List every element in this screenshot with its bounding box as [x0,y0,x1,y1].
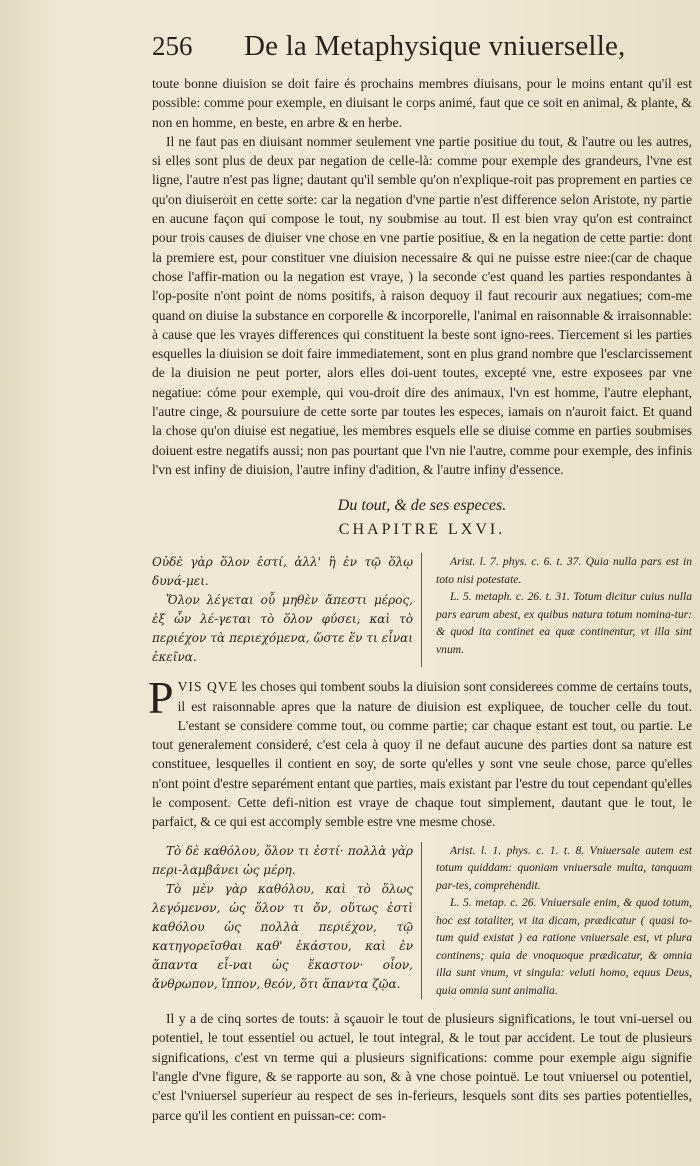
paragraph-negation-division: Il ne faut pas en diuisant nommer seulement vne partie positiue du tout, & l'autre ou les autres, si elles sont plus de deux par negation de celle-là: comme pour exemple des grandeurs, l'vne est ligne, l'autre n'est pas ligne; dautant qu'il semble qu'on n'explique-roit pas proprement en parties ce qu'on diuiseroit en cette sorte: car la negation d'vne partie n'est difference selon Aristote, ny partie en aucune façon qui compose le tout, ny soubmise au tout. Il est bien vray qu'on est contrainct pour trois causes de diuiser vne chose en vne partie positiue, & en la negation de cette partie: dont la premiere est, pour constituer vne diuision necessaire & qui ne puisse estre niee:(car de chaque chose l'affir-mation ou la negation est vraye, ) la seconde c'est quand les parties respondantes à l'op-posite n'ont point de noms positifs, à raison dequoy il faut recourir aux negatiues; com-me quand on diuise la substance en corporelle & incorporelle, l'animal en raisonnable & irraisonnable: à cause que les vrayes differences qui constituent la beste sont igno-rees. Tiercement si les parties esquelles la diuision se doit faire immediatement, sont en plus grand nombre que l'esclarcissement de la diuision ne peut porter, alors elles doi-uent toutes, excepté vne, estre exposees par vne negatiue: cóme pour exemple, qui vou-droit dire des animaux, l'vn est homme, l'autre elephant, l'autre cinge, & poursuiure de cette sorte par toutes les especes, iamais on n'auroit faict. Et quand la chose qu'on diuise est negatiue, les membres esquels elle se diuise comme en parties soubmises doiuent estre negatifs aussi; non pas pourtant que l'vn nie l'autre, comme pour exemple, des infinis l'vn est infiny de diuision, l'autre infiny d'adition, & l'autre infiny d'essence. [152,133,692,477]
citation-block-1 [152,553,692,667]
paragraph-definition-of-whole [148,672,692,831]
citation-block-2 [152,842,692,1000]
lead-words: VIS QVE [177,679,238,695]
paragraph-body: les choses qui tombent soubs la diuision sont considerees comme de certains touts, il est raisonnable apres que la nature de diuision est expliquee, de toucher celle du tout. L'estant se considere comme tout, ou comme partie; car chaque estant est tout, ou partie. Le tout generalement consideré, c'est cela à quoy il ne defaut aucune des parties dont sa nature est constituee, lesquelles il contient en soy, de sorte qu'elles y sont vne seule chose, parce qu'elles n'ont point d'estre separément entant que parties, mais existant par l'estre du tout cependant qu'elles le composent. Cette defi-nition est vraye de chaque tout simplement, dautant que le tout, le parfaict, & ce qui est accomply semble estre vne mesme chose. [152,679,692,830]
page-number: 256 [152,31,193,61]
page-header [152,30,692,74]
latin-quote: Arist. l. 1. phys. c. 1. t. 8. Vniuersale autem est totum quiddam: quoniam vniuersale multa, tanquam par-tes, comprehendit. [436,843,692,892]
drop-cap-initial: P [148,672,174,724]
greek-quote: Τὸ μὲν γὰρ καθόλου, καὶ τὸ ὅλως λεγόμενον, ὡς ὅλον τι ὄν, οὕτως ἐστὶ καθόλου ὡς πολλὰ περιέχον, τῷ κατηγορεῖσθαι καθ' ἑκάστου, καὶ ἐν ἅπαντα εἶ-ναι ὡς ἕκαστον· οἷον, ἄνθρωπον, ἵππον, θεόν, ὅτι ἅπαντα ζῷα. [152,881,413,991]
running-title: De la Metaphysique vniuerselle, [244,30,626,62]
greek-quote: Ὅλον λέγεται οὗ μηθὲν ἄπεστι μέρος, ἐξ ὧν λέ-γεται τὸ ὅλον φύσει, καὶ τὸ περιέχον τὰ περιεχόμενα, ὥστε ἕν τι εἶναι ἐκεῖνα. [152,593,413,665]
paragraph-division-rule: toute bonne diuision se doit faire és prochains membres diuisans, pour le moins entant qu'il est possible: comme pour exemple, en diuisant le corps animé, faut que ce soit en animal, & plante, & non en homme, en beste, en arbre & en herbe. [152,76,692,130]
paragraph-kinds-of-whole: Il y a de cinq sortes de touts: à sçauoir le tout de plusieurs significations, le tout vni-uersel ou potentiel, le tout essentiel ou actuel, le tout integral, & le tout par accident. Le tout de plusieurs significations, c'est vn terme qui a plusieurs significations: comme pour exemple aigu signifie l'angle d'vne figure, & se rapporte au son, & à vne chose pointuë. Le tout vniuersel ou potentiel, c'est l'vniuersel superieur au respect de ses in-ferieurs, lesquels sont dits ses parties potentielles, parce qu'il les contient en puissan-ce: com- [152,1011,692,1123]
greek-quote: Τὸ δὲ καθόλου, ὅλον τι ἐστί· πολλὰ γὰρ περι-λαμβάνει ὡς μέρη. [152,843,413,877]
latin-citations-2 [422,842,692,1000]
chapter-subtitle: Du tout, & de ses especes. [337,497,507,515]
latin-citations-1 [422,553,692,667]
latin-quote: L. 5. metaph. c. 26. t. 31. Totum dicitur cuius nulla pars earum abest, ex quibus natura totum nomina-tur: & quod ita continet ea quæ continentur, vt illa sint vnum. [436,590,692,656]
greek-citations-1 [152,553,422,667]
greek-quote: Οὐδὲ γὰρ ὅλον ἐστί, ἀλλ' ἢ ἐν τῷ ὅλῳ δυνά-μει. [152,555,413,589]
greek-citations-2 [152,842,422,1000]
latin-quote: Arist. l. 7. phys. c. 6. t. 37. Quia nulla pars est in toto nisi potestate. [436,555,692,586]
chapter-title: CHAPITRE LXVI. [338,521,506,539]
latin-quote: L. 5. metap. c. 26. Vniuersale enim, & quod totum, hoc est totaliter, vt ita dicam, prædicatur ( quasi to-tum quid existat ) ea ratione vniuersale est, vt plura continens; quia de vnoquoque prædicatur, & omnia illa sunt vnum, vt singula: veluti homo, equus Deus, quia omnia sunt animalia. [436,896,692,997]
